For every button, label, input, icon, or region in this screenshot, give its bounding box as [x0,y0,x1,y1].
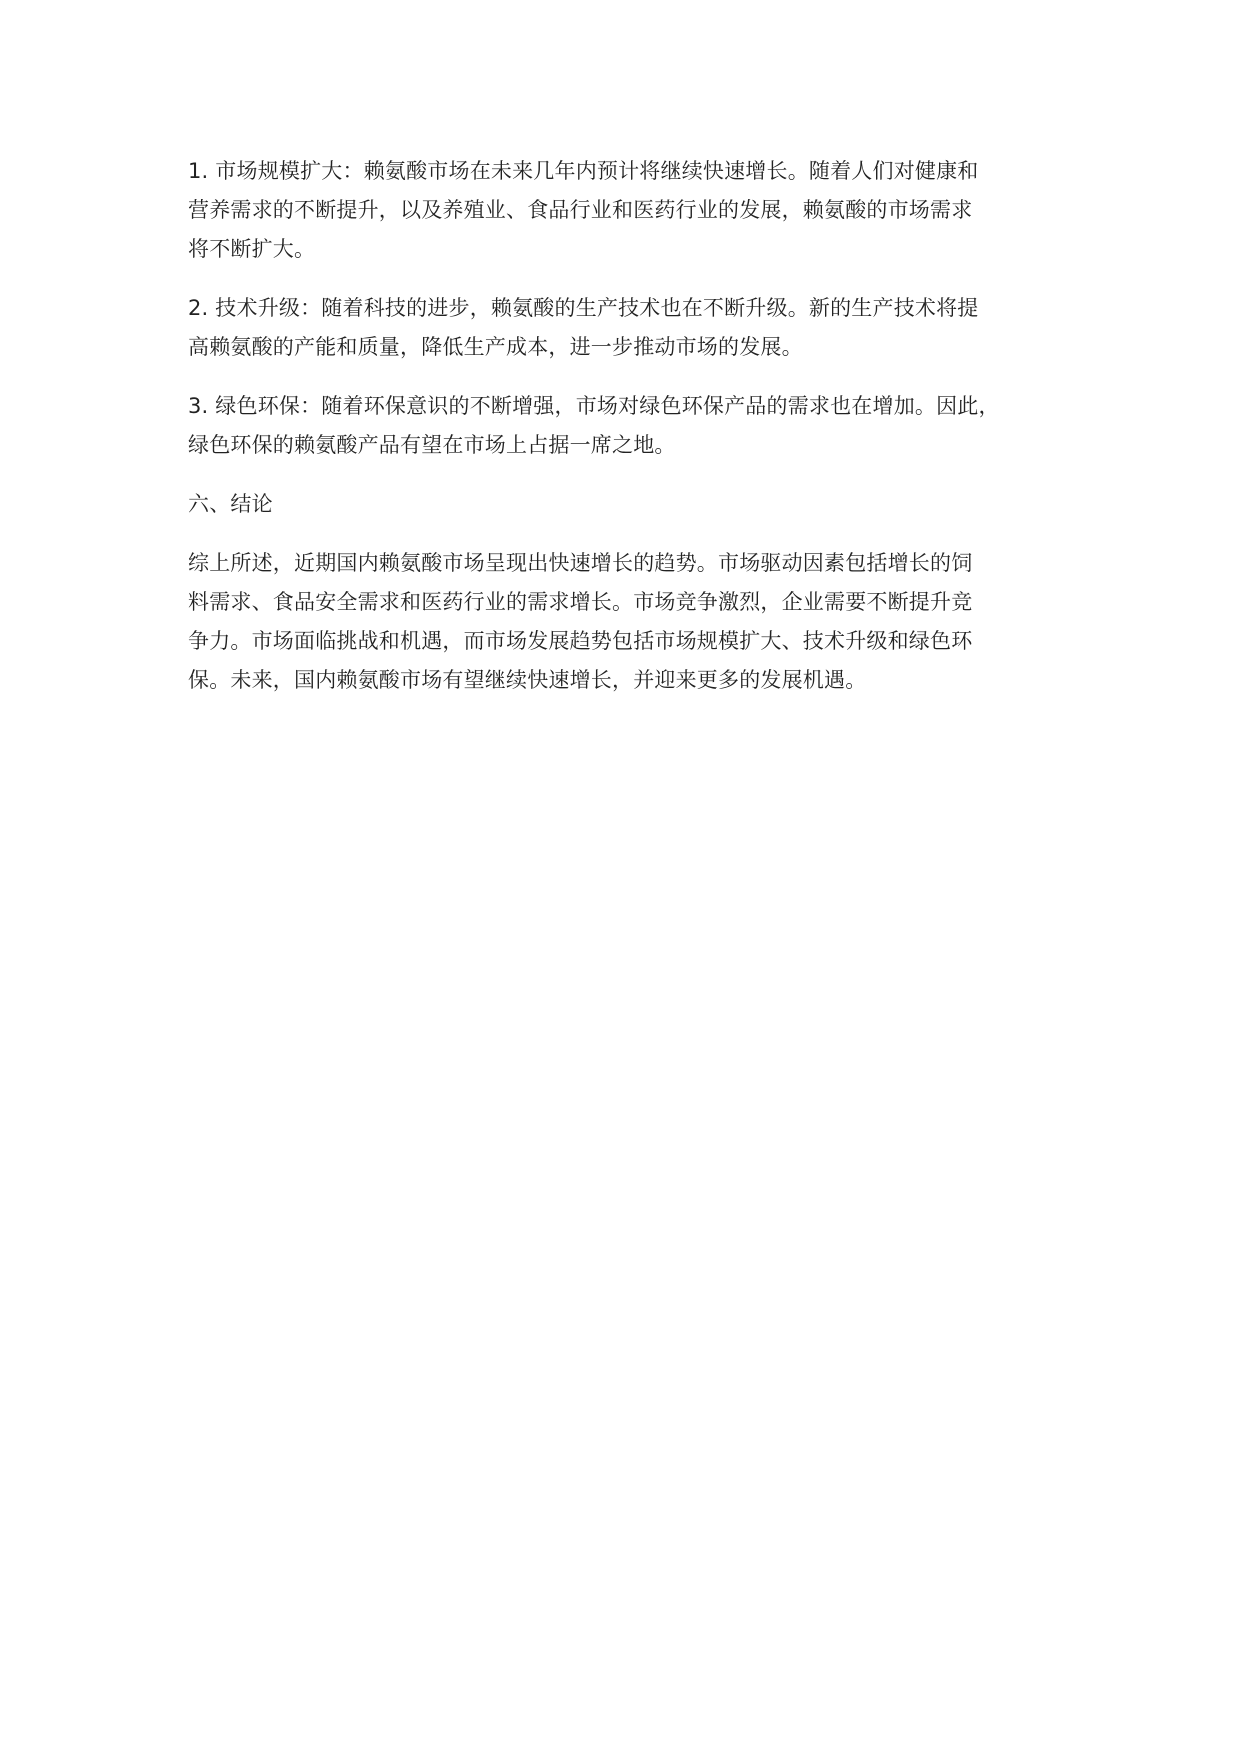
paragraph-green-env [188,387,1068,465]
text-line: 将不断扩大。 [188,237,316,261]
text-line: 高赖氨酸的产能和质量，降低生产成本，进一步推动市场的发展。 [188,335,803,359]
text-line: 料需求、食品安全需求和医药行业的需求增长。市场竞争激烈，企业需要不断提升竞 [188,590,973,614]
text-line: 2. 技术升级：随着科技的进步，赖氨酸的生产技术也在不断升级。新的生产技术将提 [188,296,979,320]
heading-text: 六、结论 [188,492,273,516]
text-line: 保。未来，国内赖氨酸市场有望继续快速增长，并迎来更多的发展机遇。 [188,668,867,692]
paragraph-conclusion [188,544,1068,700]
paragraph-tech-upgrade [188,289,1068,367]
text-line: 争力。市场面临挑战和机遇，而市场发展趋势包括市场规模扩大、技术升级和绿色环 [188,629,973,653]
text-line: 绿色环保的赖氨酸产品有望在市场上占据一席之地。 [188,433,676,457]
document-body [188,152,1068,700]
text-line: 1. 市场规模扩大：赖氨酸市场在未来几年内预计将继续快速增长。随着人们对健康和 [188,159,979,183]
section-heading-conclusion [188,485,1068,524]
text-line: 综上所述，近期国内赖氨酸市场呈现出快速增长的趋势。市场驱动因素包括增长的饲 [188,551,973,575]
text-line: 3. 绿色环保：随着环保意识的不断增强，市场对绿色环保产品的需求也在增加。因此， [188,394,1000,418]
paragraph-market-scale [188,152,1068,269]
text-line: 营养需求的不断提升，以及养殖业、食品行业和医药行业的发展，赖氨酸的市场需求 [188,198,973,222]
